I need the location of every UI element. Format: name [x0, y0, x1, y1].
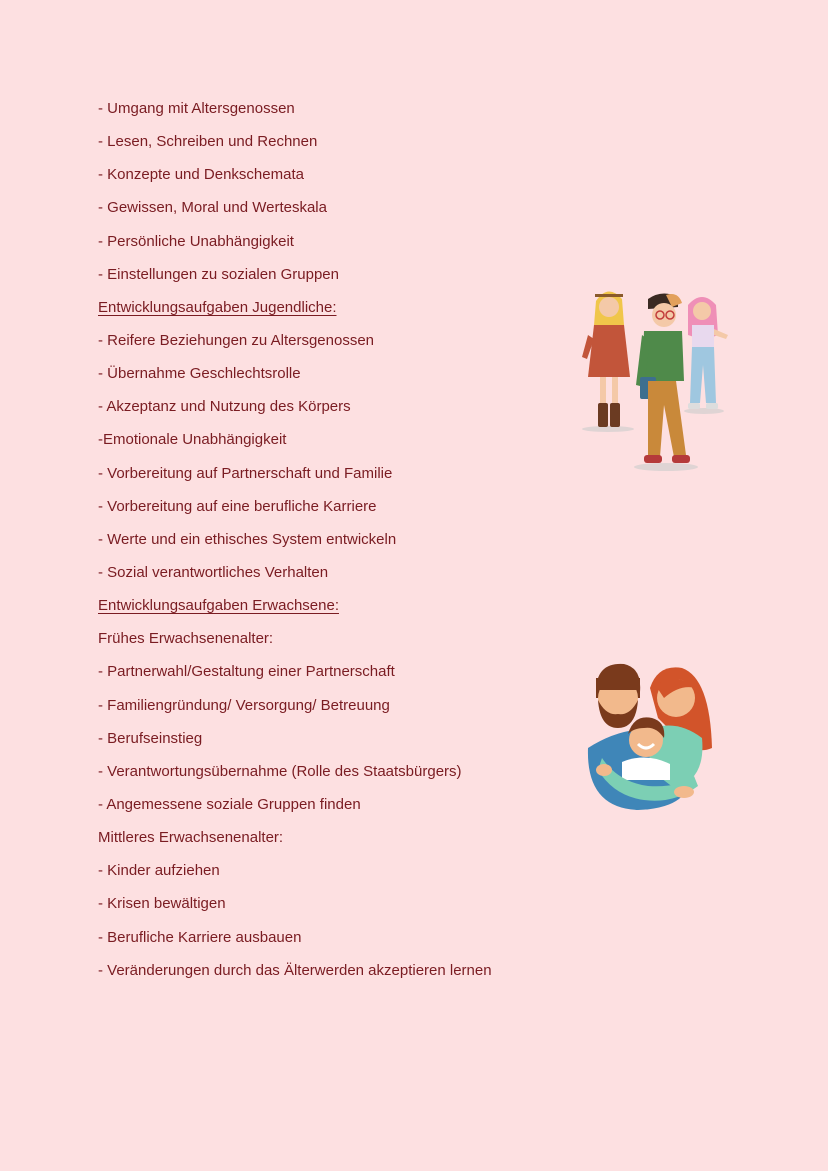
section-heading: Entwicklungsaufgaben Jugendliche: [98, 298, 337, 316]
subsection-label: Mittleres Erwachsenenalter: [98, 829, 284, 847]
list-item: - Familiengründung/ Versorgung/ Betreuung [98, 696, 390, 714]
list-item: - Umgang mit Altersgenossen [98, 100, 295, 117]
list-item: - Werte und ein ethisches System entwickeln [98, 530, 397, 548]
list-item: - Übernahme Geschlechtsrolle [98, 365, 301, 383]
list-item: - Einstellungen zu sozialen Gruppen [98, 265, 339, 283]
section-heading: Entwicklungsaufgaben Erwachsene: [98, 597, 339, 615]
list-item: - Verantwortungsübernahme (Rolle des Staatsbürgers) [98, 762, 462, 780]
list-item: - Kinder aufziehen [98, 862, 220, 880]
list-item: - Lesen, Schreiben und Rechnen [98, 133, 318, 151]
list-item: - Krisen bewältigen [98, 895, 226, 913]
list-item: - Berufseinstieg [98, 729, 203, 747]
list-item: - Vorbereitung auf eine berufliche Karriere [98, 497, 377, 515]
list-item: - Persönliche Unabhängigkeit [98, 232, 294, 250]
list-item: - Akzeptanz und Nutzung des Körpers [98, 398, 351, 416]
teenagers-group-icon [578, 285, 738, 475]
list-item: - Veränderungen durch das Älterwerden akzeptieren lernen [98, 961, 492, 979]
list-item: - Konzepte und Denkschemata [98, 166, 304, 184]
list-item: - Berufliche Karriere ausbauen [98, 928, 302, 946]
list-item: - Gewissen, Moral und Werteskala [98, 199, 327, 217]
list-item: - Reifere Beziehungen zu Altersgenossen [98, 331, 375, 349]
subsection-label: Frühes Erwachsenenalter: [98, 630, 274, 648]
list-item: -Emotionale Unabhängigkeit [98, 431, 287, 449]
list-item: - Partnerwahl/Gestaltung einer Partnerschaft [98, 663, 395, 681]
list-item: - Sozial verantwortliches Verhalten [98, 563, 329, 581]
text-column [98, 95, 578, 990]
list-item: - Angemessene soziale Gruppen finden [98, 795, 361, 813]
family-hug-icon [578, 658, 723, 816]
list-item: - Vorbereitung auf Partnerschaft und Familie [98, 464, 393, 482]
